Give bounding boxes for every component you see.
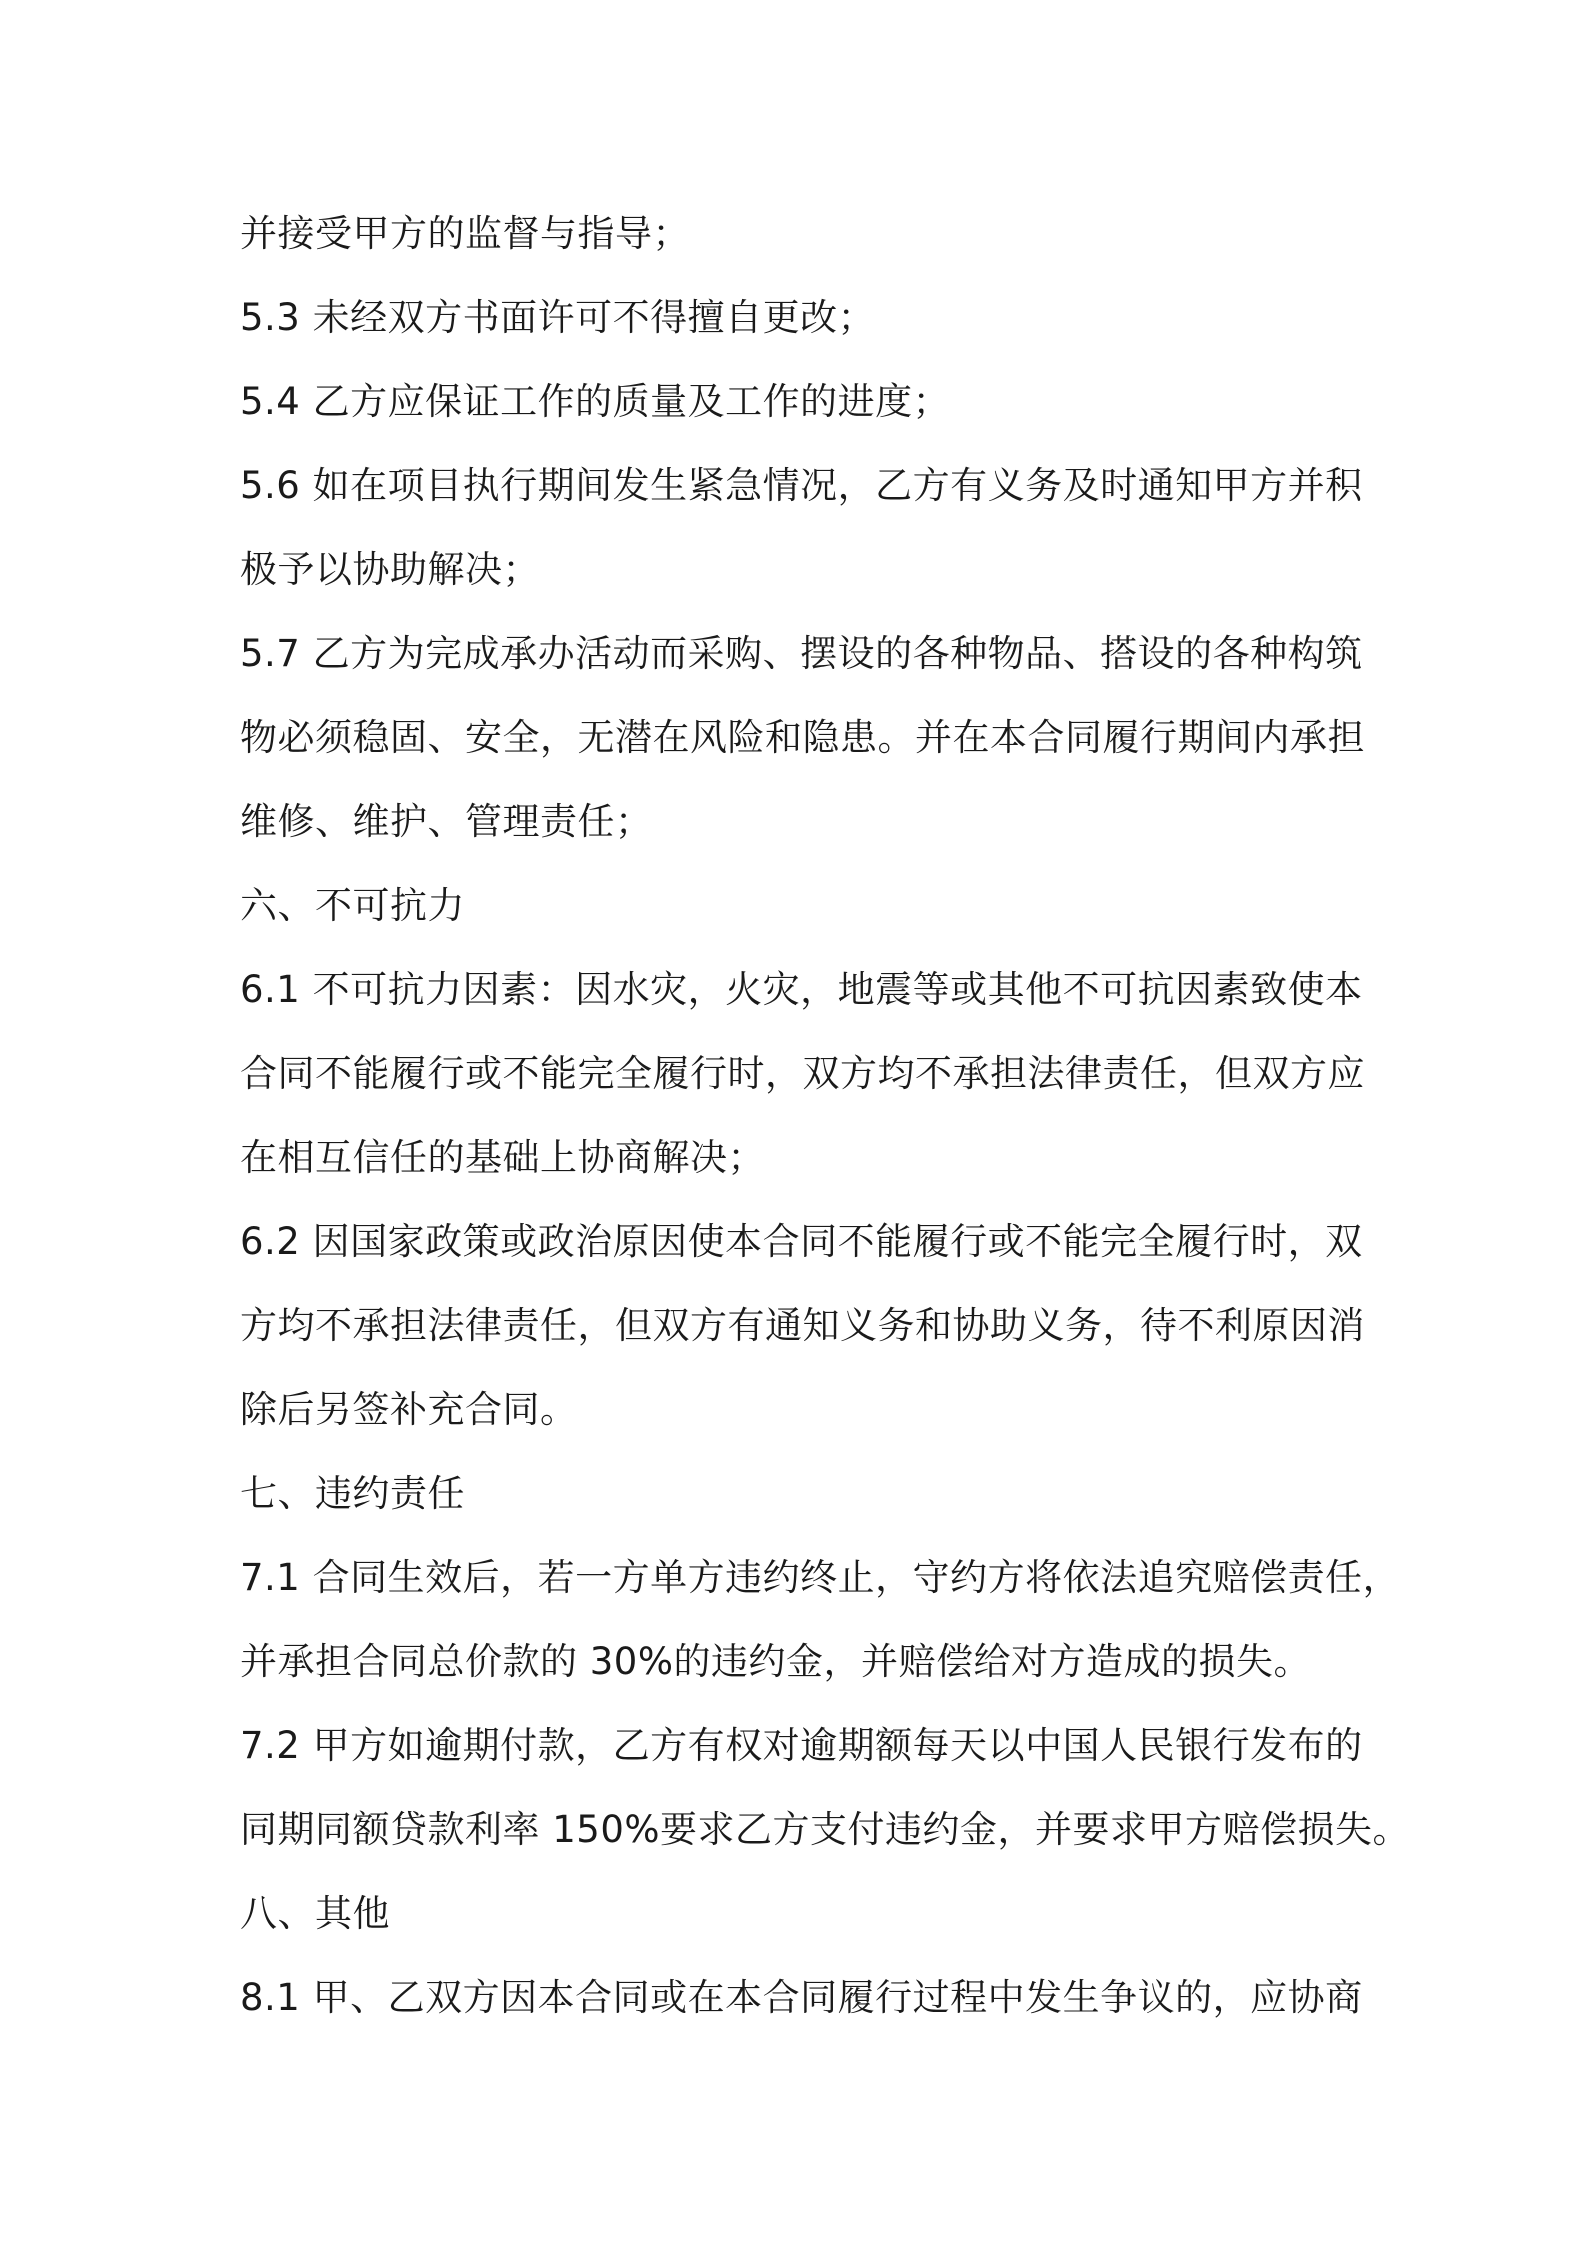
clause-5-7: 5.7 乙方为完成承办活动而采购、摆设的各种物品、搭设的各种构筑 (240, 632, 1363, 675)
text-line: 并承担合同总价款的 30%的违约金，并赔偿给对方造成的损失。 (240, 1640, 1311, 1683)
clause-7-2: 7.2 甲方如逾期付款，乙方有权对逾期额每天以中国人民银行发布的 (240, 1724, 1363, 1767)
text-line: 除后另签补充合同。 (240, 1388, 578, 1431)
clause-6-1: 6.1 不可抗力因素：因水灾，火灾，地震等或其他不可抗因素致使本 (240, 968, 1363, 1011)
text-line: 维修、维护、管理责任； (240, 800, 653, 843)
clause-5-3: 5.3 未经双方书面许可不得擅自更改； (240, 296, 876, 339)
document-body (240, 192, 1411, 2040)
clause-8-1: 8.1 甲、乙双方因本合同或在本合同履行过程中发生争议的，应协商 (240, 1976, 1363, 2019)
text-line: 在相互信任的基础上协商解决； (240, 1136, 765, 1179)
clause-5-4: 5.4 乙方应保证工作的质量及工作的进度； (240, 380, 951, 423)
text-line: 合同不能履行或不能完全履行时，双方均不承担法律责任，但双方应 (240, 1052, 1365, 1095)
text-line: 物必须稳固、安全，无潜在风险和隐患。并在本合同履行期间内承担 (240, 716, 1365, 759)
clause-5-6: 5.6 如在项目执行期间发生紧急情况，乙方有义务及时通知甲方并积 (240, 464, 1363, 507)
text-line: 并接受甲方的监督与指导； (240, 212, 690, 255)
section-heading-force-majeure: 六、不可抗力 (240, 884, 465, 927)
clause-7-1: 7.1 合同生效后，若一方单方违约终止，守约方将依法追究赔偿责任， (240, 1556, 1401, 1599)
section-heading-other: 八、其他 (240, 1892, 390, 1935)
text-line: 极予以协助解决； (240, 548, 540, 591)
text-line: 同期同额贷款利率 150%要求乙方支付违约金，并要求甲方赔偿损失。 (240, 1808, 1411, 1851)
clause-6-2: 6.2 因国家政策或政治原因使本合同不能履行或不能完全履行时，双 (240, 1220, 1363, 1263)
section-heading-breach-liability: 七、违约责任 (240, 1472, 465, 1515)
text-line: 方均不承担法律责任，但双方有通知义务和协助义务，待不利原因消 (240, 1304, 1365, 1347)
